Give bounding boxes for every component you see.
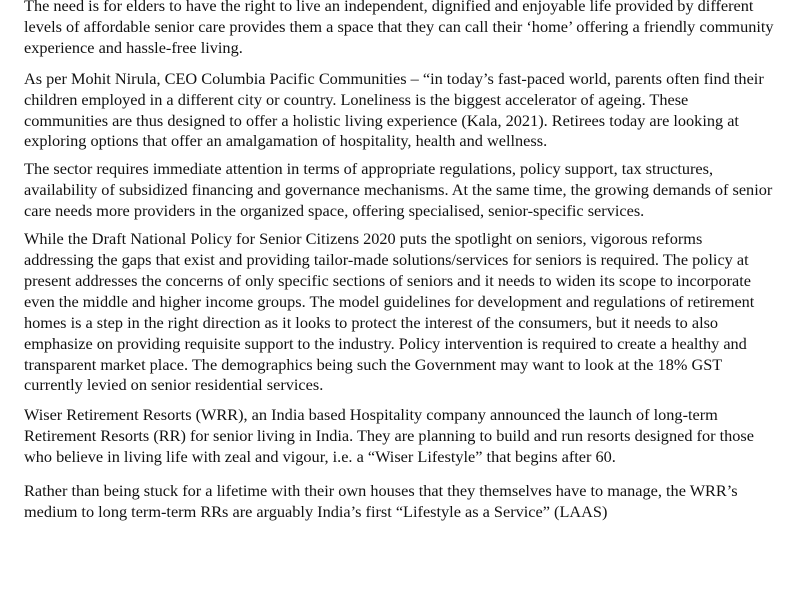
paragraph-sector-requirements: The sector requires immediate attention in terms of appropriate regulations, policy support, tax structures, availability of subsidized financing and governance mechanisms. At the same time, the growing demands of senior care needs more providers in the organized space, offering specialised, senior-specific services. <box>24 159 773 221</box>
paragraph-lifestyle-as-a-service: Rather than being stuck for a lifetime with their own houses that they themselves have to manage, the WRR’s medium to long term-term RRs are arguably India’s first “Lifestyle as a Service” (LAAS) <box>24 481 738 521</box>
paragraph-draft-policy: While the Draft National Policy for Senior Citizens 2020 puts the spotlight on seniors, vigorous reforms addressing the gaps that exist and providing tailor-made solutions/services for seniors is required. The policy at present addresses the concerns of only specific sections of seniors and it needs to widen its scope to incorporate even the middle and higher income groups. The model guidelines for development and regulations of retirement homes is a step in the right direction as it looks to protect the interest of the consumers, but it needs to also emphasize on providing requisite support to the industry. Policy intervention is required to create a healthy and transparent market place. The demographics being such the Government may want to look at the 18% GST currently levied on senior residential services. <box>24 229 755 395</box>
paragraph-ceo-quote: As per Mohit Nirula, CEO Columbia Pacific Communities – “in today’s fast-paced world, parents often find their children employed in a different city or country. Loneliness is the biggest accelerator of ageing. These communities are thus designed to offer a holistic living experience (Kala, 2021). Retirees today are looking at exploring options that offer an amalgamation of hospitality, health and wellness. <box>24 68 764 151</box>
paragraph-wiser-retirement-resorts: Wiser Retirement Resorts (WRR), an India based Hospitality company announced the launch of long-term Retirement Resorts (RR) for senior living in India. They are planning to build and run resorts designed for those who believe in living life with zeal and vigour, i.e. a “Wiser Lifestyle” that begins after 60. <box>24 405 754 467</box>
paragraph-elder-rights: The need is for elders to have the right to live an independent, dignified and enjoyable life provided by different levels of affordable senior care provides them a space that they can call their ‘home’ offering a friendly community experience and hassle-free living. <box>24 0 774 57</box>
document-body <box>24 0 774 533</box>
